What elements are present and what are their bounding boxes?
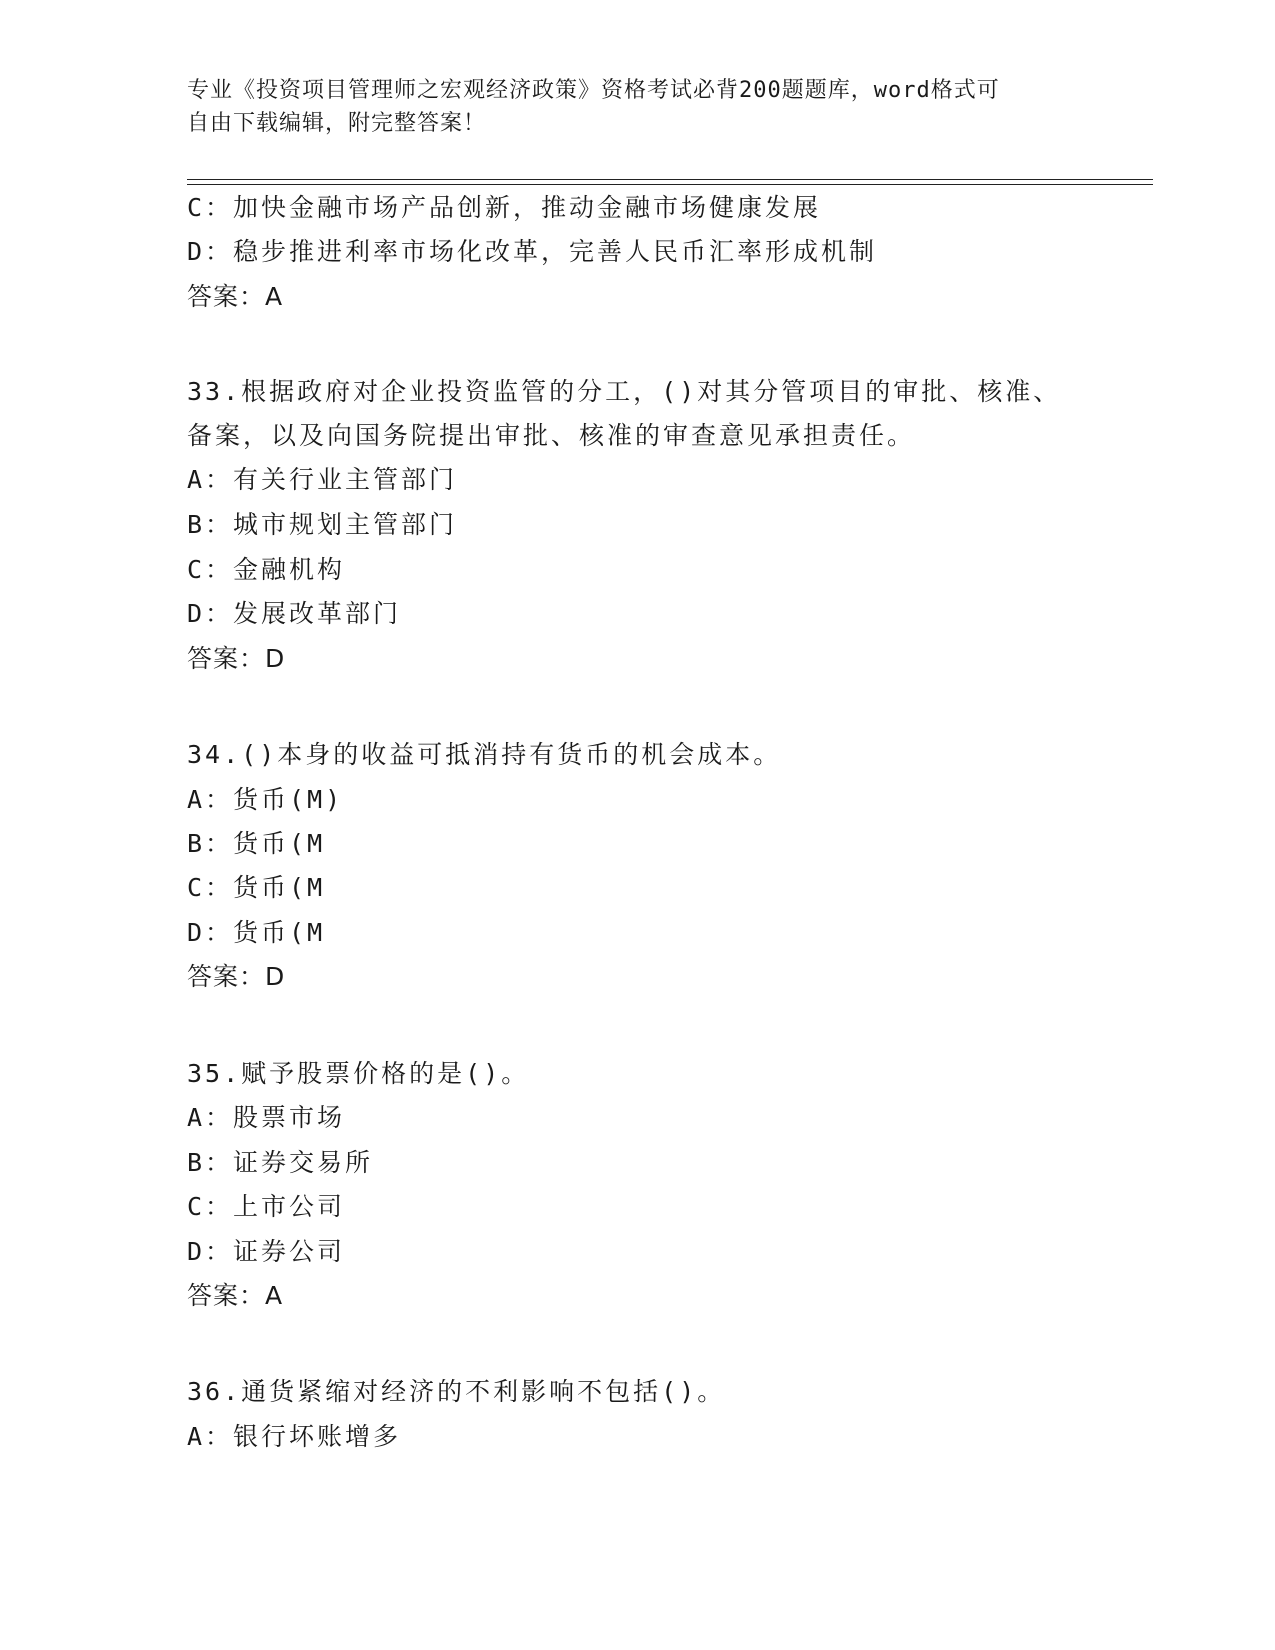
document-header: [187, 74, 1067, 140]
q35-option-b: B：证券交易所: [187, 1148, 374, 1177]
q35-option-d: D：证券公司: [187, 1237, 346, 1266]
q33-stem-line-1: 33.根据政府对企业投资监管的分工，()对其分管项目的审批、核准、: [187, 377, 1062, 406]
q33-answer: 答案：D: [187, 644, 286, 673]
header-divider-top: [187, 179, 1153, 180]
q33-option-a: A：有关行业主管部门: [187, 465, 458, 494]
q34-option-b: B：货币(M: [187, 829, 326, 858]
q33-option-c: C：金融机构: [187, 555, 346, 584]
q34-option-a: A：货币(M): [187, 785, 344, 814]
prev-option-c: C：加快金融市场产品创新，推动金融市场健康发展: [187, 193, 822, 222]
q35-stem: 35.赋予股票价格的是()。: [187, 1059, 530, 1088]
q36-option-a: A：银行坏账增多: [187, 1422, 402, 1451]
q34-answer: 答案：D: [187, 962, 286, 991]
header-line-1: 专业《投资项目管理师之宏观经济政策》资格考试必背200题题库，word格式可: [187, 78, 1000, 103]
q33-option-d: D：发展改革部门: [187, 599, 402, 628]
q34-option-c: C：货币(M: [187, 873, 326, 902]
prev-answer: 答案：A: [187, 282, 284, 311]
q36-stem: 36.通货紧缩对经济的不利影响不包括()。: [187, 1377, 726, 1406]
q34-option-d: D：货币(M: [187, 918, 326, 947]
prev-option-d: D：稳步推进利率市场化改革，完善人民币汇率形成机制: [187, 237, 878, 266]
q33-stem-line-2: 备案，以及向国务院提出审批、核准的审查意见承担责任。: [187, 421, 916, 450]
q35-option-c: C：上市公司: [187, 1192, 346, 1221]
q35-option-a: A：股票市场: [187, 1103, 346, 1132]
q34-stem: 34.()本身的收益可抵消持有货币的机会成本。: [187, 740, 782, 769]
header-line-2: 自由下载编辑，附完整答案！: [187, 111, 487, 136]
q33-option-b: B：城市规划主管部门: [187, 510, 458, 539]
header-divider-bottom: [187, 184, 1153, 185]
q35-answer: 答案：A: [187, 1281, 284, 1310]
